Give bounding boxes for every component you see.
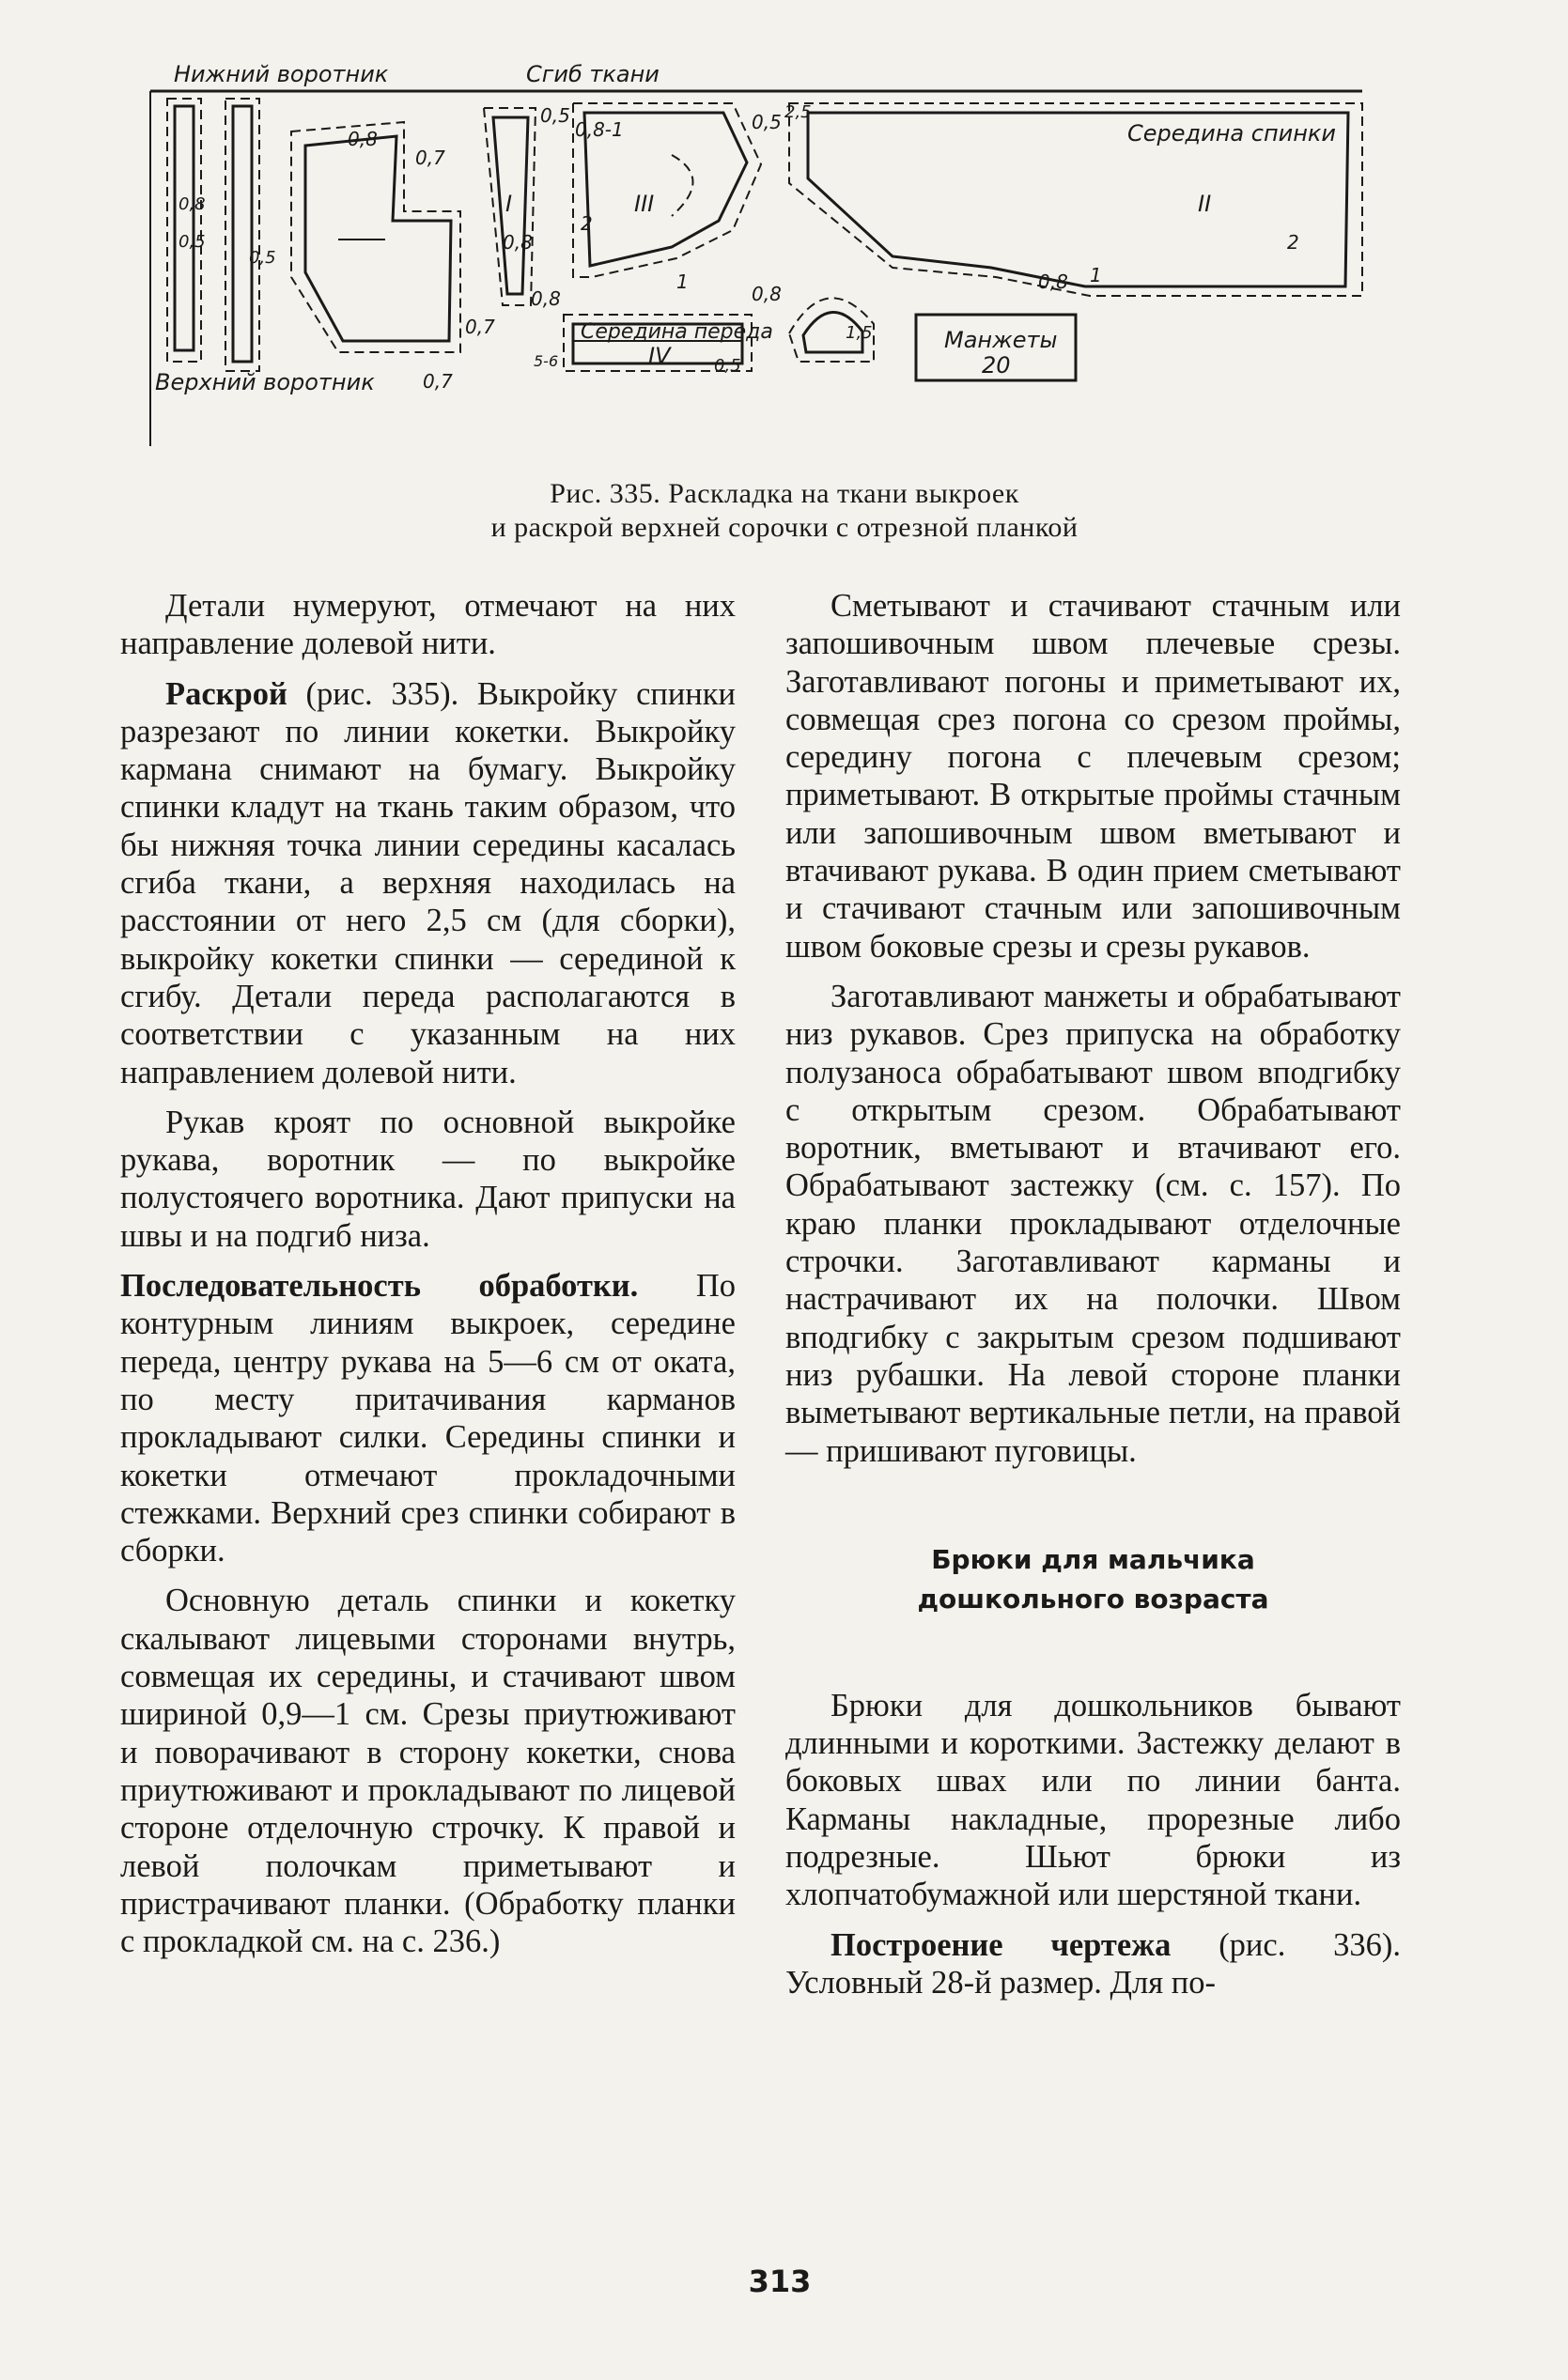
- label-allow-0-5-b: 0,5: [752, 111, 782, 133]
- label-collar-0-8: 0,8: [179, 194, 206, 214]
- label-allow-0-5-c: 0,5: [714, 356, 741, 376]
- label-allow-2-a: 2: [581, 212, 593, 235]
- label-allow-1-a: 1: [676, 270, 689, 293]
- label-piece-3: III: [634, 191, 655, 217]
- label-collar-0-5-b: 0,5: [249, 248, 276, 268]
- upper-collar-outline: [225, 99, 259, 371]
- label-allow-2-b: 2: [1287, 231, 1299, 254]
- label-allow-0-8-e: 0,8: [1038, 270, 1068, 293]
- label-allow-0-8-a: 0,8: [348, 128, 378, 150]
- caption-line-1: Рис. 335. Раскладка на ткани выкроек: [550, 478, 1019, 509]
- figure-caption: [282, 477, 1287, 545]
- label-collar-0-5: 0,5: [179, 232, 206, 252]
- label-allow-1-b: 1: [1090, 264, 1102, 286]
- page-number: 313: [748, 2264, 812, 2299]
- label-back-middle: Середина спинки: [1127, 120, 1337, 147]
- label-allow-2-5: 2,5: [784, 102, 812, 122]
- left-text-column: [120, 587, 736, 1972]
- paragraph-cutting: [120, 675, 736, 1091]
- label-allow-5-6: 5-6: [534, 352, 559, 370]
- label-allow-0-8-1: 0,8-1: [575, 118, 624, 141]
- paragraph-text: (рис. 336). Условный 28-й размер. Для по-: [785, 1926, 1401, 2001]
- run-in-heading: Последовательность обработки.: [120, 1268, 639, 1305]
- label-allow-0-7-b: 0,7: [465, 316, 495, 338]
- lower-collar-outline: [167, 99, 201, 362]
- lower-collar-piece: [175, 106, 194, 350]
- label-allow-0-7-c: 0,7: [423, 370, 453, 393]
- run-in-heading: Построение чертежа: [831, 1926, 1172, 1963]
- label-cuffs-num: 20: [982, 352, 1011, 379]
- caption-line-2: и раскрой верхней сорочки с отрезной планкой: [490, 512, 1079, 543]
- right-text-column: [785, 587, 1401, 2014]
- label-allow-1-5: 1,5: [846, 323, 873, 343]
- label-allow-0-8-d: 0,8: [752, 283, 782, 305]
- pocket-placement: [672, 155, 693, 216]
- paragraph: Брюки для дошкольников бывают длинными и короткими. Застежку делают в боковых швах или по линии банта. Карманы накладные, прорезные либо подрезные. Шьют брюки из хлопчатобумажной или шерстяной ткани.: [785, 1687, 1401, 1913]
- label-allow-0-5-a: 0,5: [540, 104, 570, 127]
- run-in-heading: Раскрой: [165, 675, 287, 712]
- paragraph: Сметывают и стачивают стачным или запошивочным швом плечевые срезы. Заготавливают погоны и приметывают их, совмещая срез погона со срезом проймы, середину погона с плечевым срезом; приметывают. В открытые проймы стачным или запошивочным швом вметывают и втачивают рукава. В один прием сметывают и стачивают стачным или запошивочным швом боковые срезы и срезы рукавов.: [785, 588, 1401, 965]
- label-lower-collar: Нижний воротник: [174, 61, 389, 87]
- paragraph-text: По контурным линиям выкроек, середине переда, центру рукава на 5—6 см от оката, по месту притачивания карманов прокладывают силки. Середины спинки и кокетки отмечают прокладочными стежками. Верхний срез спинки собирают в сборки.: [120, 1268, 736, 1569]
- paragraph: Заготавливают манжеты и обрабатывают низ рукавов. Срез припуска на обработку полузаноса обрабатывают швом вподгибку с открытым срезом. Обрабатывают воротник, вметывают и втачивают его. Обрабатывают застежку (см. с. 157). По краю планки прокладывают отделочные строчки. Заготавливают карманы и настрачивают их на полочки. Швом вподгибку с закрытым срезом подшивают низ рубашки. На левой стороне планки выметывают вертикальные петли, на правой — пришивают пуговицы.: [785, 978, 1401, 1469]
- pattern-layout-figure: [150, 61, 1362, 446]
- label-cuffs: Манжеты: [944, 327, 1058, 353]
- label-allow-0-8-c: 0,8: [531, 287, 561, 310]
- label-allow-0-7-a: 0,7: [415, 147, 445, 169]
- paragraph-drafting: [785, 1926, 1401, 2002]
- paragraph: Рукав кроят по основной выкройке рукава, воротник — по выкройке полустоячего воротника. Дают припуски на швы и на подгиб низа.: [120, 1104, 736, 1254]
- label-fabric-fold: Сгиб ткани: [526, 61, 660, 87]
- paragraph-sequence: [120, 1267, 736, 1569]
- section-heading: [785, 1540, 1401, 1619]
- pattern-layout-diagram: [150, 61, 1362, 446]
- paragraph-text: (рис. 335). Выкройку спинки разрезают по линии кокетки. Выкройку кармана снимают на бумагу. Выкройку спинки кладут на ткань таким образом, что бы нижняя точка линии середины касалась сгиба ткани, а верхняя находилась на расстоянии от него 2,5 см (для сборки), выкройку кокетки спинки — серединой к сгибу. Детали переда располагаются в соответствии с указанным на них направлением долевой нити.: [120, 675, 736, 1090]
- label-upper-collar: Верхний воротник: [155, 369, 375, 395]
- label-piece-4: IV: [648, 343, 671, 369]
- label-allow-0-8-b: 0,8: [503, 231, 533, 254]
- label-piece-1: I: [505, 191, 513, 217]
- label-piece-2: II: [1198, 191, 1212, 217]
- label-front-middle: Середина переда: [581, 320, 773, 344]
- upper-collar-piece: [233, 106, 252, 362]
- section-heading-line-1: Брюки для мальчика: [931, 1543, 1255, 1575]
- section-heading-line-2: дошкольного возраста: [917, 1583, 1269, 1615]
- paragraph: Детали нумеруют, отмечают на них направление долевой нити.: [120, 588, 736, 662]
- paragraph: Основную деталь спинки и кокетку скалывают лицевыми сторонами внутрь, совмещая их середины, и стачивают швом шириной 0,9—1 см. Срезы приутюживают и поворачивают в сторону кокетки, снова приутюживают и прокладывают по лицевой стороне отделочную строчку. К правой и левой полочкам приметывают и пристрачивают планки. (Обработку планки с прокладкой см. на с. 236.): [120, 1583, 736, 1960]
